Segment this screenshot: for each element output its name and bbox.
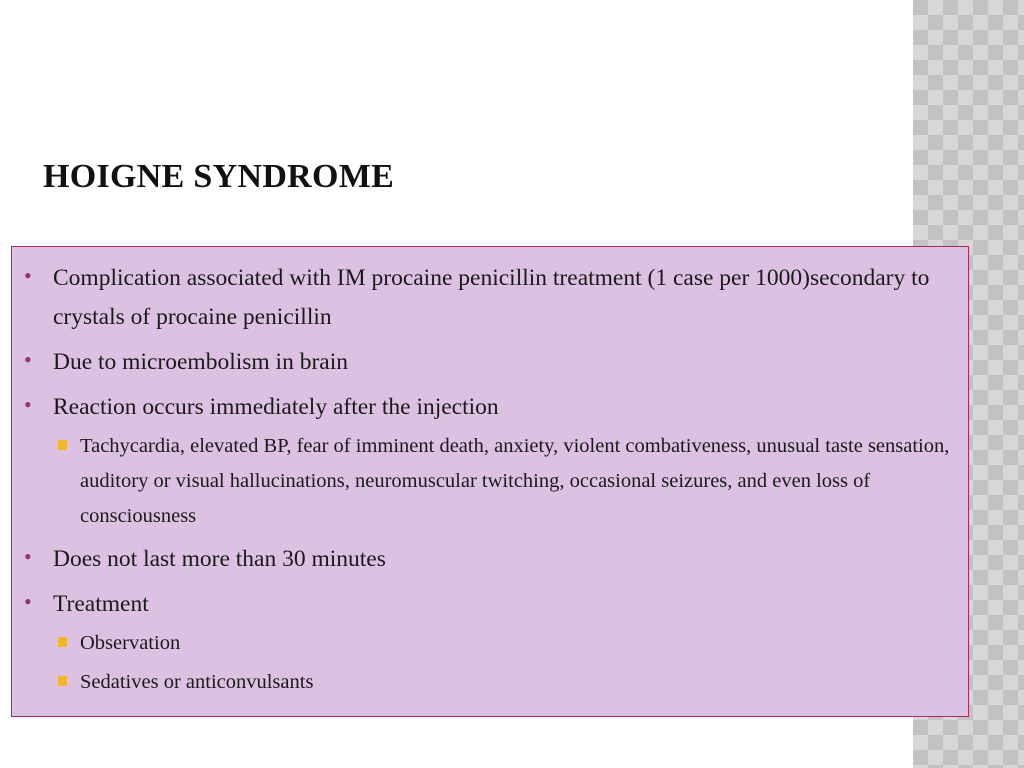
sub-bullet-text: Tachycardia, elevated BP, fear of imminent death, anxiety, violent combativeness, unusual taste sensation, auditory or visual hallucinations, neuromuscular twitching, occasional seizures, and even loss of consciousness [80, 435, 950, 527]
bullet-text: Complication associated with IM procaine penicillin treatment (1 case per 1000)secondary to crystals of procaine penicillin [53, 265, 930, 330]
bullet-dot-icon: • [24, 347, 32, 372]
sub-bullet-text: Sedatives or anticonvulsants [80, 671, 314, 693]
slide-title: HOIGNE SYNDROME [43, 158, 395, 195]
bullet-text: Reaction occurs immediately after the injection [53, 394, 499, 420]
bullet-dot-icon: • [24, 589, 32, 614]
bullet-item [12, 343, 968, 382]
sub-bullet-list [53, 429, 954, 534]
bullet-list [12, 259, 968, 706]
bullet-text: Does not last more than 30 minutes [53, 546, 386, 572]
sub-bullet-item [53, 429, 954, 534]
content-box [11, 246, 969, 717]
bullet-item [12, 540, 968, 579]
bullet-dot-icon: • [24, 392, 32, 417]
square-bullet-icon [58, 676, 67, 686]
bullet-text: Treatment [53, 591, 149, 617]
sub-bullet-item [53, 626, 954, 661]
sub-bullet-list [53, 626, 954, 700]
square-bullet-icon [58, 440, 67, 450]
square-bullet-icon [58, 637, 67, 647]
bullet-dot-icon: • [24, 263, 32, 288]
bullet-text: Due to microembolism in brain [53, 349, 349, 375]
bullet-item [12, 388, 968, 534]
bullet-item [12, 259, 968, 337]
sub-bullet-item [53, 665, 954, 700]
bullet-item [12, 585, 968, 700]
bullet-dot-icon: • [24, 544, 32, 569]
sub-bullet-text: Observation [80, 632, 181, 654]
